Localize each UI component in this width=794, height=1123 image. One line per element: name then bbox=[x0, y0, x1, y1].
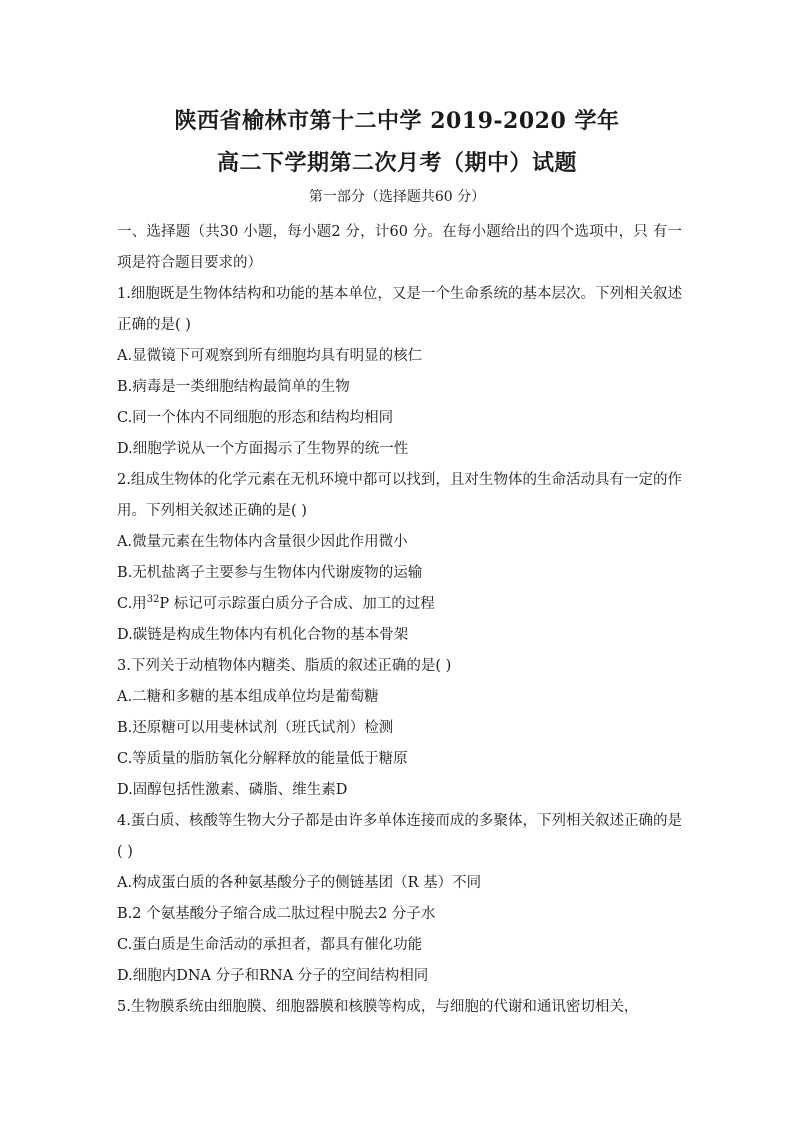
option-text: P 标记可示踪蛋白质分子合成、加工的过程 bbox=[159, 596, 435, 612]
document-title-line2: 高二下学期第二次月考（期中）试题 bbox=[216, 150, 577, 176]
question-stem: 5.生物膜系统由细胞膜、细胞器膜和核膜等构成，与细胞的代谢和通讯密切相关， bbox=[117, 999, 639, 1015]
answer-option: B.无机盐离子主要参与生物体内代谢废物的运输 bbox=[117, 565, 423, 581]
isotope-superscript: 32 bbox=[146, 594, 160, 605]
answer-option: D.细胞学说从一个方面揭示了生物界的统一性 bbox=[117, 441, 409, 457]
answer-option: A.微量元素在生物体内含量很少因此作用微小 bbox=[117, 534, 408, 550]
answer-option: A.二糖和多糖的基本组成单位均是葡萄糖 bbox=[117, 689, 379, 705]
question-stem: 3.下列关于动植物体内糖类、脂质的叙述正确的是( ) bbox=[117, 658, 452, 674]
option-prefix: C.用 bbox=[117, 596, 147, 612]
answer-option: A.构成蛋白质的各种氨基酸分子的侧链基团（R 基）不同 bbox=[117, 875, 482, 891]
question-stem: 4.蛋白质、核酸等生物大分子都是由许多单体连接而成的多聚体，下列相关叙述正确的是( ) bbox=[117, 813, 682, 860]
answer-option: D.碳链是构成生物体内有机化合物的基本骨架 bbox=[117, 627, 409, 643]
section-subtitle: 第一部分（选择题共60 分） bbox=[308, 189, 486, 205]
answer-option: B.病毒是一类细胞结构最简单的生物 bbox=[117, 379, 350, 395]
answer-option: C.等质量的脂肪氧化分解释放的能量低于糖原 bbox=[117, 751, 408, 767]
answer-option: C.蛋白质是生命活动的承担者，都具有催化功能 bbox=[117, 937, 423, 953]
question-stem: 2.组成生物体的化学元素在无机环境中都可以找到，且对生物体的生命活动具有一定的作用。下列相关叙述正确的是( ) bbox=[117, 472, 682, 519]
document-title-line1: 陕西省榆林市第十二中学 2019-2020 学年 bbox=[174, 108, 620, 134]
answer-option: A.显微镜下可观察到所有细胞均具有明显的核仁 bbox=[117, 348, 423, 364]
section-intro: 一、选择题（共30 小题，每小题2 分，计60 分。在每小题给出的四个选项中，只 有一项是符合题目要求的） bbox=[117, 224, 682, 271]
answer-option: D.固醇包括性激素、磷脂、维生素D bbox=[117, 782, 348, 798]
answer-option: D.细胞内DNA 分子和RNA 分子的空间结构相同 bbox=[117, 968, 429, 984]
answer-option-with-isotope bbox=[117, 589, 682, 620]
answer-option: B.2 个氨基酸分子缩合成二肽过程中脱去2 分子水 bbox=[117, 906, 436, 922]
answer-option: C.同一个体内不同细胞的形态和结构均相同 bbox=[117, 410, 394, 426]
answer-option: B.还原糖可以用斐林试剂（班氏试剂）检测 bbox=[117, 720, 394, 736]
exam-content bbox=[117, 217, 682, 1023]
question-stem: 1.细胞既是生物体结构和功能的基本单位，又是一个生命系统的基本层次。下列相关叙述正确的是( ) bbox=[117, 286, 682, 333]
